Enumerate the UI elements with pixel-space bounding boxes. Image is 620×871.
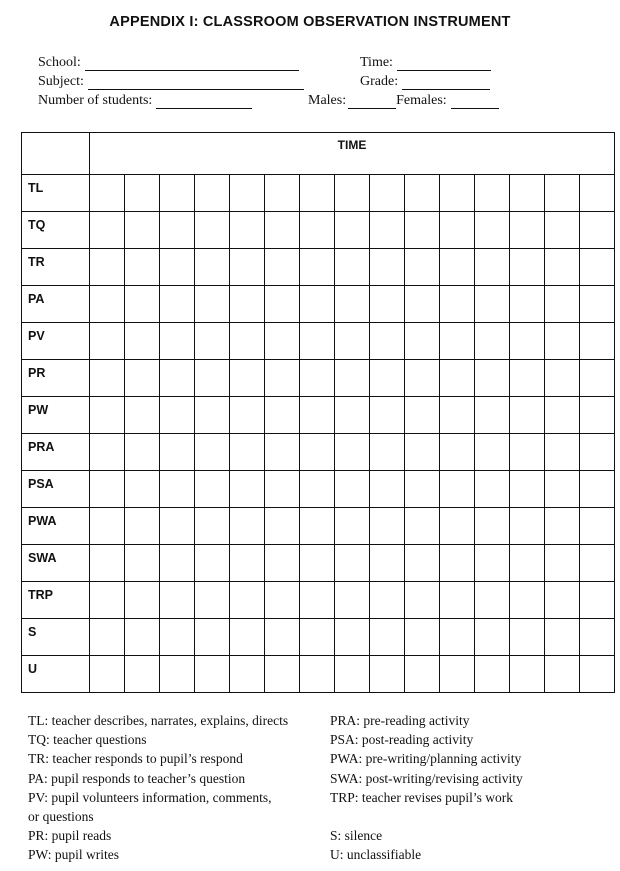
tally-cell[interactable]	[125, 619, 160, 656]
tally-cell[interactable]	[90, 323, 125, 360]
tally-cell[interactable]	[510, 582, 545, 619]
tally-cell[interactable]	[405, 175, 440, 212]
tally-cell[interactable]	[545, 545, 580, 582]
table-row	[22, 249, 615, 286]
tally-cell[interactable]	[195, 212, 230, 249]
tally-cell[interactable]	[160, 360, 195, 397]
males-row	[308, 93, 499, 109]
row-label-pr: PR	[22, 360, 90, 397]
tally-cell[interactable]	[230, 471, 265, 508]
tally-cell[interactable]	[440, 471, 475, 508]
tally-cell[interactable]	[545, 471, 580, 508]
tally-cell[interactable]	[440, 508, 475, 545]
table-row	[22, 656, 615, 693]
tally-cell[interactable]	[160, 582, 195, 619]
tally-cell[interactable]	[230, 397, 265, 434]
time-header: TIME	[90, 133, 615, 175]
tally-cell[interactable]	[90, 286, 125, 323]
subject-label: Subject:	[38, 74, 84, 89]
tally-cell[interactable]	[160, 508, 195, 545]
tally-cell[interactable]	[510, 212, 545, 249]
tally-cell[interactable]	[440, 286, 475, 323]
tally-cell[interactable]	[545, 397, 580, 434]
tally-cell[interactable]	[265, 545, 300, 582]
tally-cell[interactable]	[405, 508, 440, 545]
tally-cell[interactable]	[405, 434, 440, 471]
tally-cell[interactable]	[125, 656, 160, 693]
tally-cell[interactable]	[125, 545, 160, 582]
tally-cell[interactable]	[440, 545, 475, 582]
school-field[interactable]	[85, 58, 299, 71]
legend-item: TRP: teacher revises pupil’s work	[330, 789, 513, 805]
tally-cell[interactable]	[300, 619, 335, 656]
tally-cell[interactable]	[440, 582, 475, 619]
tally-cell[interactable]	[475, 249, 510, 286]
tally-cell[interactable]	[300, 323, 335, 360]
tally-cell[interactable]	[440, 212, 475, 249]
tally-cell[interactable]	[90, 471, 125, 508]
tally-cell[interactable]	[265, 434, 300, 471]
tally-cell[interactable]	[195, 545, 230, 582]
row-label-tr: TR	[22, 249, 90, 286]
tally-cell[interactable]	[195, 397, 230, 434]
tally-cell[interactable]	[440, 323, 475, 360]
tally-cell[interactable]	[265, 323, 300, 360]
tally-cell[interactable]	[160, 471, 195, 508]
legend-left	[28, 711, 288, 865]
tally-cell[interactable]	[405, 619, 440, 656]
row-label-psa: PSA	[22, 471, 90, 508]
row-label-pw: PW	[22, 397, 90, 434]
tally-cell[interactable]	[545, 508, 580, 545]
tally-cell[interactable]	[125, 434, 160, 471]
tally-cell[interactable]	[195, 249, 230, 286]
males-label: Males:	[308, 93, 347, 108]
time-label: Time:	[360, 55, 393, 70]
num-students-row	[38, 93, 252, 109]
legend-item: SWA: post-writing/revising activity	[330, 770, 523, 786]
tally-cell[interactable]	[195, 582, 230, 619]
tally-cell[interactable]	[160, 397, 195, 434]
tally-cell[interactable]	[335, 397, 370, 434]
tally-cell[interactable]	[440, 360, 475, 397]
table-header-row	[22, 133, 615, 175]
tally-cell[interactable]	[510, 249, 545, 286]
tally-cell[interactable]	[475, 286, 510, 323]
tally-cell[interactable]	[265, 212, 300, 249]
tally-cell[interactable]	[545, 619, 580, 656]
tally-cell[interactable]	[475, 508, 510, 545]
legend-item: U: unclassifiable	[330, 847, 422, 863]
tally-cell[interactable]	[580, 323, 615, 360]
tally-cell[interactable]	[370, 656, 405, 693]
tally-cell[interactable]	[335, 212, 370, 249]
tally-cell[interactable]	[335, 434, 370, 471]
table-row	[22, 397, 615, 434]
num-students-label: Number of students:	[38, 93, 153, 108]
tally-cell[interactable]	[230, 286, 265, 323]
tally-cell[interactable]	[370, 471, 405, 508]
tally-cell[interactable]	[90, 545, 125, 582]
tally-cell[interactable]	[580, 286, 615, 323]
tally-cell[interactable]	[475, 471, 510, 508]
tally-cell[interactable]	[90, 508, 125, 545]
tally-cell[interactable]	[335, 175, 370, 212]
tally-cell[interactable]	[370, 508, 405, 545]
row-label-swa: SWA	[22, 545, 90, 582]
tally-cell[interactable]	[335, 323, 370, 360]
table-row	[22, 434, 615, 471]
tally-cell[interactable]	[195, 175, 230, 212]
tally-cell[interactable]	[335, 545, 370, 582]
tally-cell[interactable]	[90, 249, 125, 286]
row-label-trp: TRP	[22, 582, 90, 619]
tally-cell[interactable]	[580, 545, 615, 582]
legend-item: PA: pupil responds to teacher’s question	[28, 770, 246, 786]
tally-cell[interactable]	[300, 249, 335, 286]
tally-cell[interactable]	[125, 397, 160, 434]
tally-cell[interactable]	[195, 360, 230, 397]
tally-cell[interactable]	[510, 360, 545, 397]
table-row	[22, 619, 615, 656]
tally-cell[interactable]	[300, 656, 335, 693]
tally-cell[interactable]	[580, 397, 615, 434]
legend-item: PV: pupil volunteers information, comments,	[28, 789, 272, 805]
tally-cell[interactable]	[230, 249, 265, 286]
tally-cell[interactable]	[195, 619, 230, 656]
tally-cell[interactable]	[475, 582, 510, 619]
tally-cell[interactable]	[265, 656, 300, 693]
time-row	[360, 55, 491, 71]
tally-cell[interactable]	[160, 212, 195, 249]
tally-cell[interactable]	[300, 434, 335, 471]
tally-cell[interactable]	[475, 212, 510, 249]
legend-right	[330, 711, 523, 865]
tally-cell[interactable]	[510, 175, 545, 212]
tally-cell[interactable]	[125, 286, 160, 323]
tally-cell[interactable]	[370, 249, 405, 286]
tally-cell[interactable]	[90, 582, 125, 619]
legend-item: PW: pupil writes	[28, 847, 119, 863]
tally-cell[interactable]	[475, 175, 510, 212]
tally-cell[interactable]	[300, 360, 335, 397]
tally-cell[interactable]	[230, 656, 265, 693]
row-label-pwa: PWA	[22, 508, 90, 545]
grade-field[interactable]	[402, 77, 490, 90]
row-label-pra: PRA	[22, 434, 90, 471]
grade-label: Grade:	[360, 74, 399, 89]
row-label-u: U	[22, 656, 90, 693]
tally-cell[interactable]	[405, 249, 440, 286]
females-field[interactable]	[451, 96, 499, 109]
tally-cell[interactable]	[300, 397, 335, 434]
tally-cell[interactable]	[370, 360, 405, 397]
tally-cell[interactable]	[440, 656, 475, 693]
tally-cell[interactable]	[230, 545, 265, 582]
tally-cell[interactable]	[475, 545, 510, 582]
tally-cell[interactable]	[405, 471, 440, 508]
tally-cell[interactable]	[125, 508, 160, 545]
tally-cell[interactable]	[335, 360, 370, 397]
table-row	[22, 360, 615, 397]
tally-cell[interactable]	[230, 175, 265, 212]
tally-cell[interactable]	[265, 471, 300, 508]
tally-cell[interactable]	[545, 286, 580, 323]
tally-cell[interactable]	[475, 434, 510, 471]
tally-cell[interactable]	[545, 175, 580, 212]
tally-cell[interactable]	[545, 323, 580, 360]
table-row	[22, 471, 615, 508]
tally-cell[interactable]	[580, 619, 615, 656]
tally-cell[interactable]	[300, 508, 335, 545]
tally-cell[interactable]	[510, 545, 545, 582]
tally-cell[interactable]	[475, 323, 510, 360]
tally-cell[interactable]	[440, 397, 475, 434]
tally-cell[interactable]	[580, 471, 615, 508]
tally-cell[interactable]	[230, 434, 265, 471]
tally-cell[interactable]	[230, 619, 265, 656]
tally-cell[interactable]	[300, 582, 335, 619]
row-label-tq: TQ	[22, 212, 90, 249]
tally-cell[interactable]	[370, 582, 405, 619]
tally-cell[interactable]	[510, 323, 545, 360]
tally-cell[interactable]	[125, 323, 160, 360]
tally-cell[interactable]	[545, 656, 580, 693]
tally-cell[interactable]	[370, 545, 405, 582]
tally-cell[interactable]	[405, 397, 440, 434]
tally-cell[interactable]	[580, 582, 615, 619]
tally-cell[interactable]	[265, 175, 300, 212]
tally-cell[interactable]	[370, 619, 405, 656]
corner-cell	[22, 133, 90, 175]
tally-cell[interactable]	[440, 249, 475, 286]
tally-cell[interactable]	[405, 286, 440, 323]
tally-cell[interactable]	[370, 434, 405, 471]
tally-cell[interactable]	[300, 545, 335, 582]
subject-row	[38, 74, 304, 90]
tally-cell[interactable]	[545, 434, 580, 471]
tally-cell[interactable]	[545, 360, 580, 397]
tally-cell[interactable]	[160, 286, 195, 323]
tally-cell[interactable]	[300, 212, 335, 249]
tally-cell[interactable]	[125, 471, 160, 508]
tally-cell[interactable]	[90, 212, 125, 249]
tally-cell[interactable]	[160, 323, 195, 360]
table-row	[22, 286, 615, 323]
tally-cell[interactable]	[230, 582, 265, 619]
tally-cell[interactable]	[195, 656, 230, 693]
page-title: APPENDIX I: CLASSROOM OBSERVATION INSTRUMENT	[109, 14, 511, 30]
tally-cell[interactable]	[90, 434, 125, 471]
tally-cell[interactable]	[440, 175, 475, 212]
time-field[interactable]	[397, 58, 491, 71]
tally-cell[interactable]	[90, 360, 125, 397]
row-label-pv: PV	[22, 323, 90, 360]
tally-cell[interactable]	[405, 323, 440, 360]
tally-cell[interactable]	[265, 508, 300, 545]
tally-cell[interactable]	[265, 360, 300, 397]
tally-cell[interactable]	[160, 175, 195, 212]
table-row	[22, 582, 615, 619]
tally-cell[interactable]	[370, 175, 405, 212]
tally-cell[interactable]	[230, 212, 265, 249]
tally-cell[interactable]	[90, 175, 125, 212]
tally-cell[interactable]	[475, 656, 510, 693]
legend-item: or questions	[28, 808, 94, 824]
tally-cell[interactable]	[335, 619, 370, 656]
tally-cell[interactable]	[195, 471, 230, 508]
legend-item: PSA: post-reading activity	[330, 732, 474, 748]
tally-cell[interactable]	[125, 249, 160, 286]
legend-item: TQ: teacher questions	[28, 732, 147, 748]
tally-cell[interactable]	[90, 397, 125, 434]
tally-cell[interactable]	[125, 175, 160, 212]
males-field[interactable]	[348, 96, 396, 109]
row-label-tl: TL	[22, 175, 90, 212]
tally-cell[interactable]	[160, 656, 195, 693]
tally-cell[interactable]	[160, 434, 195, 471]
tally-cell[interactable]	[265, 582, 300, 619]
tally-cell[interactable]	[160, 249, 195, 286]
tally-cell[interactable]	[370, 323, 405, 360]
tally-cell[interactable]	[580, 175, 615, 212]
tally-cell[interactable]	[510, 397, 545, 434]
legend-item: S: silence	[330, 828, 383, 844]
tally-cell[interactable]	[440, 619, 475, 656]
subject-field[interactable]	[88, 77, 304, 90]
tally-cell[interactable]	[370, 212, 405, 249]
tally-cell[interactable]	[580, 360, 615, 397]
tally-cell[interactable]	[335, 471, 370, 508]
tally-cell[interactable]	[545, 212, 580, 249]
tally-cell[interactable]	[510, 656, 545, 693]
row-label-s: S	[22, 619, 90, 656]
tally-cell[interactable]	[405, 545, 440, 582]
tally-cell[interactable]	[90, 619, 125, 656]
legend-item: TR: teacher responds to pupil’s respond	[28, 751, 243, 767]
tally-cell[interactable]	[300, 286, 335, 323]
tally-cell[interactable]	[125, 212, 160, 249]
tally-cell[interactable]	[545, 582, 580, 619]
tally-cell[interactable]	[195, 286, 230, 323]
school-label: School:	[38, 55, 81, 70]
tally-cell[interactable]	[335, 249, 370, 286]
school-row	[38, 55, 299, 71]
row-label-pa: PA	[22, 286, 90, 323]
grade-row	[360, 74, 490, 90]
tally-cell[interactable]	[265, 619, 300, 656]
tally-cell[interactable]	[440, 434, 475, 471]
tally-cell[interactable]	[300, 175, 335, 212]
tally-cell[interactable]	[580, 656, 615, 693]
tally-cell[interactable]	[125, 360, 160, 397]
tally-cell[interactable]	[160, 619, 195, 656]
tally-cell[interactable]	[475, 397, 510, 434]
tally-cell[interactable]	[335, 286, 370, 323]
legend-item	[330, 807, 523, 826]
tally-cell[interactable]	[90, 656, 125, 693]
legend-item: PRA: pre-reading activity	[330, 713, 470, 728]
table-row	[22, 545, 615, 582]
tally-cell[interactable]	[510, 508, 545, 545]
table-row	[22, 212, 615, 249]
tally-cell[interactable]	[335, 656, 370, 693]
tally-cell[interactable]	[195, 323, 230, 360]
observation-grid	[21, 132, 615, 693]
tally-cell[interactable]	[125, 582, 160, 619]
tally-cell[interactable]	[405, 582, 440, 619]
tally-cell[interactable]	[300, 471, 335, 508]
legend-item: PR: pupil reads	[28, 828, 112, 844]
tally-cell[interactable]	[230, 323, 265, 360]
tally-cell[interactable]	[195, 508, 230, 545]
tally-cell[interactable]	[405, 212, 440, 249]
tally-cell[interactable]	[580, 508, 615, 545]
tally-cell[interactable]	[510, 619, 545, 656]
tally-cell[interactable]	[265, 249, 300, 286]
tally-cell[interactable]	[405, 656, 440, 693]
tally-cell[interactable]	[545, 249, 580, 286]
legend-item: TL: teacher describes, narrates, explains, directs	[28, 713, 289, 728]
table-row	[22, 508, 615, 545]
tally-cell[interactable]	[510, 471, 545, 508]
tally-cell[interactable]	[335, 582, 370, 619]
tally-cell[interactable]	[510, 434, 545, 471]
tally-cell[interactable]	[370, 286, 405, 323]
legend-item: PWA: pre-writing/planning activity	[330, 751, 522, 767]
tally-cell[interactable]	[580, 212, 615, 249]
tally-cell[interactable]	[265, 397, 300, 434]
tally-cell[interactable]	[160, 545, 195, 582]
tally-cell[interactable]	[580, 434, 615, 471]
tally-cell[interactable]	[405, 360, 440, 397]
tally-cell[interactable]	[265, 286, 300, 323]
tally-cell[interactable]	[370, 397, 405, 434]
tally-cell[interactable]	[475, 360, 510, 397]
tally-cell[interactable]	[475, 619, 510, 656]
tally-cell[interactable]	[510, 286, 545, 323]
table-row	[22, 323, 615, 360]
tally-cell[interactable]	[230, 360, 265, 397]
tally-cell[interactable]	[230, 508, 265, 545]
females-label: Females:	[396, 93, 447, 108]
tally-cell[interactable]	[335, 508, 370, 545]
num-students-field[interactable]	[156, 96, 252, 109]
table-row	[22, 175, 615, 212]
tally-cell[interactable]	[195, 434, 230, 471]
tally-cell[interactable]	[580, 249, 615, 286]
